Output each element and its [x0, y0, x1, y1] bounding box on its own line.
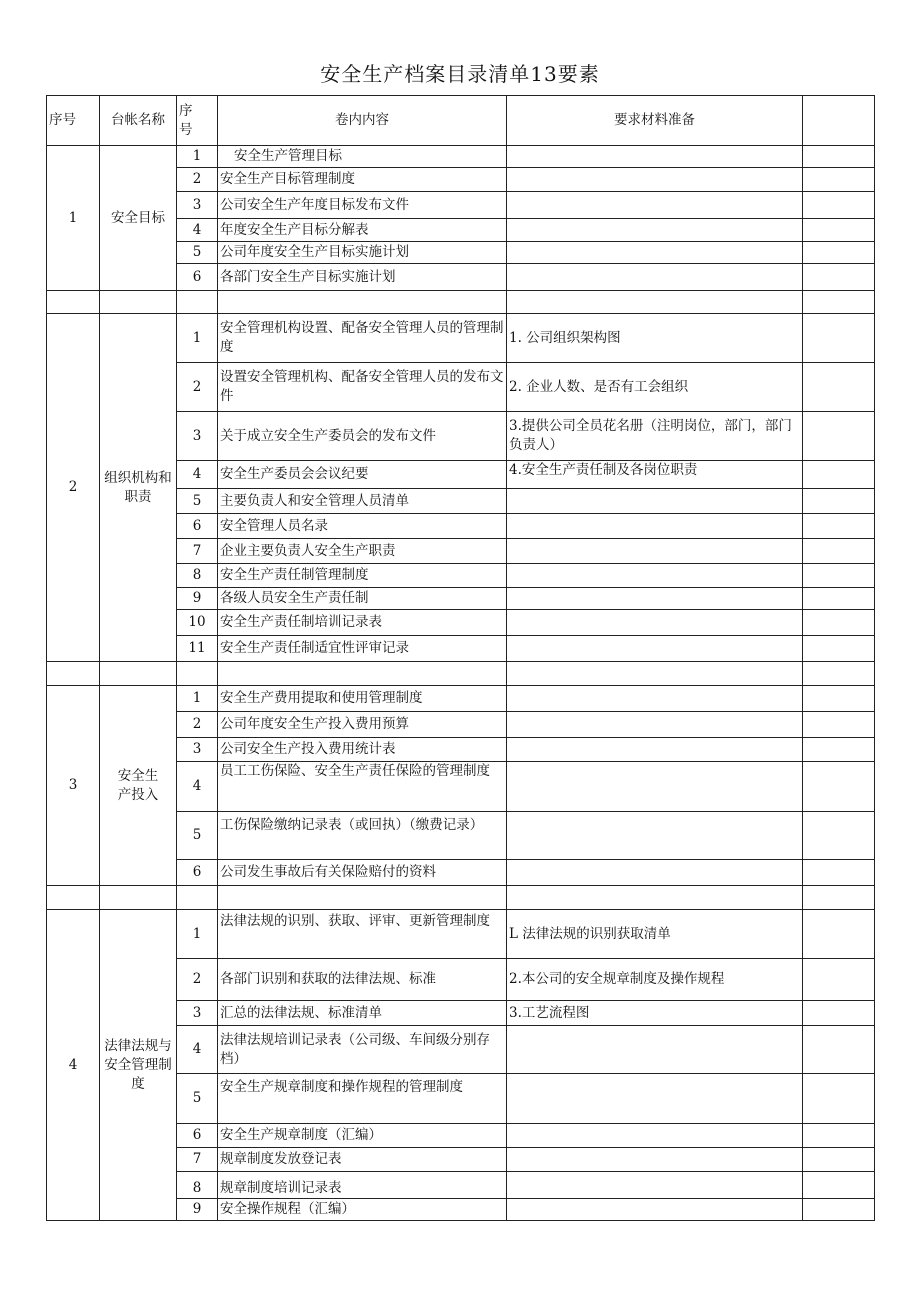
item-requirement	[507, 738, 803, 762]
header-ledger-name: 台帐名称	[100, 96, 177, 146]
group-name: 法律法规与安全管理制度	[100, 910, 177, 1221]
item-number: 9	[177, 1199, 218, 1221]
item-requirement	[507, 146, 803, 168]
item-requirement	[507, 1148, 803, 1172]
item-content: 安全生产责任制培训记录表	[218, 610, 507, 636]
blank-cell	[803, 860, 875, 886]
header-seq: 序号	[47, 96, 100, 146]
table-row	[47, 146, 875, 168]
item-number: 3	[177, 192, 218, 219]
item-number: 6	[177, 264, 218, 291]
item-requirement	[507, 168, 803, 192]
header-row	[47, 96, 875, 146]
blank-cell	[803, 686, 875, 712]
item-content: 规章制度培训记录表	[218, 1172, 507, 1199]
blank-cell	[803, 192, 875, 219]
item-requirement	[507, 762, 803, 812]
item-requirement	[507, 219, 803, 242]
item-content: 规章制度发放登记表	[218, 1148, 507, 1172]
item-number: 2	[177, 168, 218, 192]
group-name: 组织机构和职责	[100, 314, 177, 662]
item-content: 各部门识别和获取的法律法规、标准	[218, 959, 507, 1001]
item-content: 公司年度安全生产目标实施计划	[218, 242, 507, 264]
blank-cell	[803, 1148, 875, 1172]
blank-cell	[803, 363, 875, 412]
item-content: 安全生产费用提取和使用管理制度	[218, 686, 507, 712]
item-requirement	[507, 686, 803, 712]
item-number: 2	[177, 959, 218, 1001]
item-requirement	[507, 812, 803, 860]
item-requirement: 3.工艺流程图	[507, 1001, 803, 1026]
item-number: 7	[177, 539, 218, 564]
item-number: 9	[177, 588, 218, 610]
blank-cell	[803, 146, 875, 168]
blank-cell	[803, 514, 875, 539]
item-requirement	[507, 1124, 803, 1148]
item-content: 安全生产目标管理制度	[218, 168, 507, 192]
item-number: 10	[177, 610, 218, 636]
item-number: 1	[177, 910, 218, 959]
item-number: 4	[177, 1026, 218, 1074]
group-number: 3	[47, 686, 100, 886]
item-content: 安全管理机构设置、配备安全管理人员的管理制度	[218, 314, 507, 363]
item-number: 8	[177, 1172, 218, 1199]
group-name: 安全生产投入	[100, 686, 177, 886]
item-content: 公司发生事故后有关保险赔付的资料	[218, 860, 507, 886]
header-content: 卷内内容	[218, 96, 507, 146]
item-number: 5	[177, 812, 218, 860]
spacer-row	[47, 291, 875, 314]
item-content: 法律法规的识别、获取、评审、更新管理制度	[218, 910, 507, 959]
item-number: 2	[177, 712, 218, 738]
item-content: 设置安全管理机构、配备安全管理人员的发布文件	[218, 363, 507, 412]
item-content: 各级人员安全生产责任制	[218, 588, 507, 610]
header-blank	[803, 96, 875, 146]
blank-cell	[803, 738, 875, 762]
item-number: 5	[177, 489, 218, 514]
item-content: 安全生产责任制管理制度	[218, 564, 507, 588]
blank-cell	[803, 910, 875, 959]
header-sub-top: 序	[179, 102, 193, 119]
item-number: 4	[177, 219, 218, 242]
item-content: 员工工伤保险、安全生产责任保险的管理制度	[218, 762, 507, 812]
item-requirement: 1. 公司组织架构图	[507, 314, 803, 363]
blank-cell	[803, 610, 875, 636]
blank-cell	[803, 539, 875, 564]
item-requirement	[507, 564, 803, 588]
blank-cell	[803, 712, 875, 738]
spacer-row	[47, 886, 875, 910]
item-content: 主要负责人和安全管理人员清单	[218, 489, 507, 514]
item-requirement	[507, 636, 803, 662]
item-number: 3	[177, 1001, 218, 1026]
item-requirement: 4.安全生产责任制及各岗位职责	[507, 461, 803, 489]
item-requirement	[507, 1172, 803, 1199]
item-number: 11	[177, 636, 218, 662]
blank-cell	[803, 1001, 875, 1026]
blank-cell	[803, 564, 875, 588]
item-requirement	[507, 264, 803, 291]
item-number: 1	[177, 146, 218, 168]
item-number: 8	[177, 564, 218, 588]
item-number: 6	[177, 1124, 218, 1148]
item-requirement	[507, 1026, 803, 1074]
blank-cell	[803, 762, 875, 812]
item-content: 工伤保险缴纳记录表（或回执）（缴费记录）	[218, 812, 507, 860]
blank-cell	[803, 219, 875, 242]
item-number: 6	[177, 514, 218, 539]
blank-cell	[803, 168, 875, 192]
group-number: 4	[47, 910, 100, 1221]
item-content: 安全生产责任制适宜性评审记录	[218, 636, 507, 662]
item-number: 4	[177, 762, 218, 812]
item-number: 6	[177, 860, 218, 886]
page-title: 安全生产档案目录清单13要素	[320, 62, 600, 86]
item-content: 公司年度安全生产投入费用预算	[218, 712, 507, 738]
item-content: 关于成立安全生产委员会的发布文件	[218, 412, 507, 461]
item-content: 安全生产委员会会议纪要	[218, 461, 507, 489]
table-row	[47, 686, 875, 712]
item-number: 7	[177, 1148, 218, 1172]
item-content: 企业主要负责人安全生产职责	[218, 539, 507, 564]
item-requirement: L 法律法规的识别获取清单	[507, 910, 803, 959]
blank-cell	[803, 489, 875, 514]
item-content: 公司安全生产年度目标发布文件	[218, 192, 507, 219]
blank-cell	[803, 1124, 875, 1148]
blank-cell	[803, 959, 875, 1001]
item-requirement: 2.本公司的安全规章制度及操作规程	[507, 959, 803, 1001]
group-number: 1	[47, 146, 100, 291]
item-number: 4	[177, 461, 218, 489]
item-requirement	[507, 1199, 803, 1221]
item-requirement	[507, 860, 803, 886]
header-sub-number	[177, 96, 218, 146]
item-requirement: 3.提供公司全员花名册（注明岗位，部门，部门负责人）	[507, 412, 803, 461]
blank-cell	[803, 314, 875, 363]
item-content: 安全生产规章制度（汇编）	[218, 1124, 507, 1148]
item-requirement	[507, 514, 803, 539]
item-content: 安全生产规章制度和操作规程的管理制度	[218, 1074, 507, 1124]
item-number: 1	[177, 686, 218, 712]
item-content: 公司安全生产投入费用统计表	[218, 738, 507, 762]
spacer-row	[47, 662, 875, 686]
item-content: 年度安全生产目标分解表	[218, 219, 507, 242]
item-content: 安全操作规程（汇编）	[218, 1199, 507, 1221]
item-content: 安全生产管理目标	[218, 146, 507, 168]
blank-cell	[803, 264, 875, 291]
item-requirement	[507, 192, 803, 219]
blank-cell	[803, 242, 875, 264]
item-requirement: 2. 企业人数、是否有工会组织	[507, 363, 803, 412]
item-content: 安全管理人员名录	[218, 514, 507, 539]
blank-cell	[803, 588, 875, 610]
table-row	[47, 314, 875, 363]
blank-cell	[803, 461, 875, 489]
group-number: 2	[47, 314, 100, 662]
group-name: 安全目标	[100, 146, 177, 291]
blank-cell	[803, 412, 875, 461]
item-requirement	[507, 1074, 803, 1124]
blank-cell	[803, 1074, 875, 1124]
item-number: 3	[177, 412, 218, 461]
blank-cell	[803, 636, 875, 662]
table-row	[47, 910, 875, 959]
item-content: 各部门安全生产目标实施计划	[218, 264, 507, 291]
blank-cell	[803, 1026, 875, 1074]
item-requirement	[507, 242, 803, 264]
blank-cell	[803, 1199, 875, 1221]
item-content: 法律法规培训记录表（公司级、车间级分别存档）	[218, 1026, 507, 1074]
item-number: 5	[177, 242, 218, 264]
item-number: 3	[177, 738, 218, 762]
item-content: 汇总的法律法规、标准清单	[218, 1001, 507, 1026]
archive-table	[46, 95, 875, 1221]
item-number: 5	[177, 1074, 218, 1124]
item-requirement	[507, 610, 803, 636]
item-number: 2	[177, 363, 218, 412]
blank-cell	[803, 812, 875, 860]
header-sub-bottom: 号	[179, 121, 193, 138]
item-requirement	[507, 539, 803, 564]
item-requirement	[507, 588, 803, 610]
item-number: 1	[177, 314, 218, 363]
item-requirement	[507, 712, 803, 738]
blank-cell	[803, 1172, 875, 1199]
header-requirement: 要求材料准备	[507, 96, 803, 146]
item-requirement	[507, 489, 803, 514]
